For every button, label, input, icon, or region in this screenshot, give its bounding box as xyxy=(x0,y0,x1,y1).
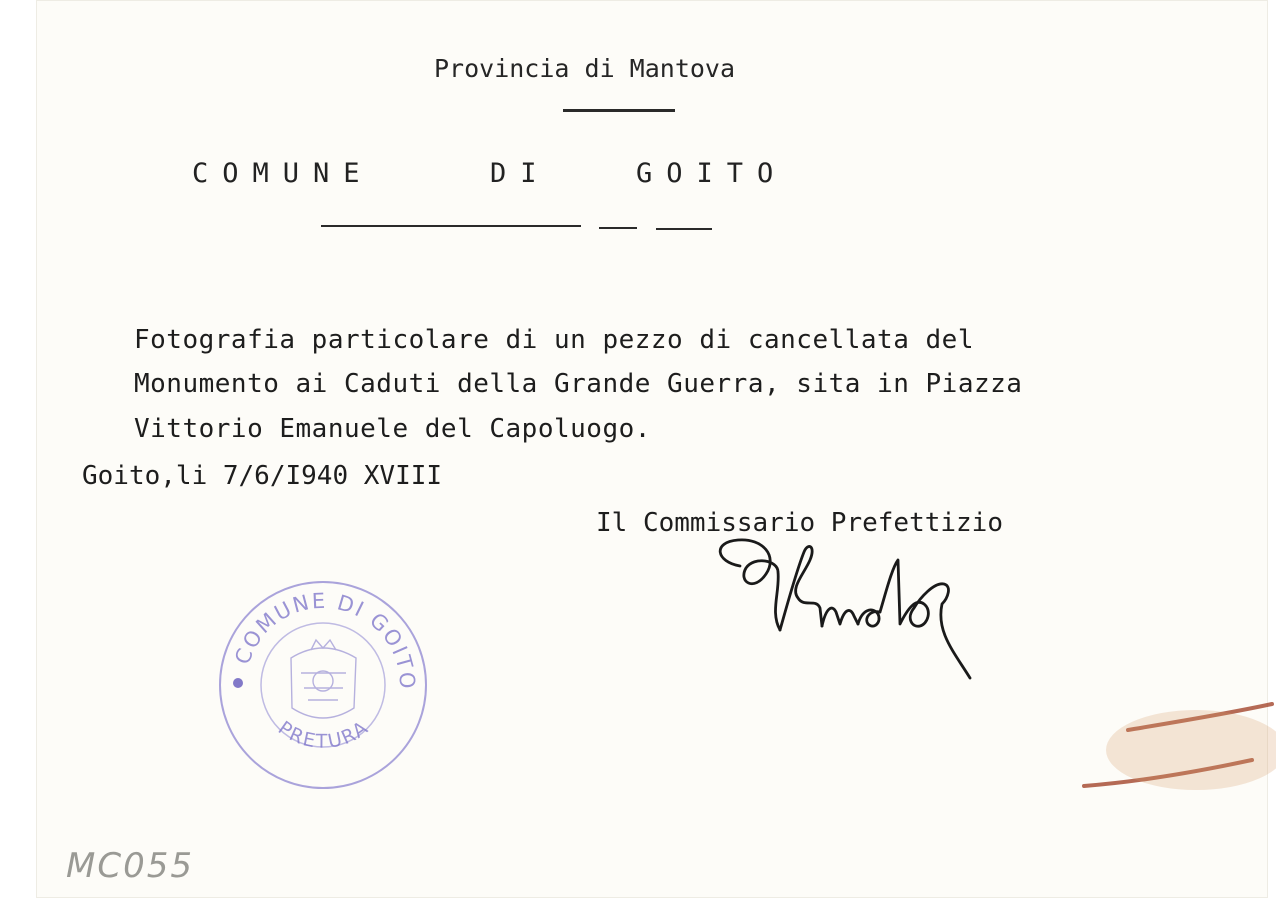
body-line-3: Vittorio Emanuele del Capoluogo. xyxy=(134,414,651,444)
signature xyxy=(708,512,1008,692)
comune-underline-2 xyxy=(599,227,637,229)
date-line: Goito,li 7/6/I940 XVIII xyxy=(82,461,443,491)
handwritten-catalog-note: MC055 xyxy=(66,846,194,886)
stamp-emblem xyxy=(291,640,356,718)
comune-word: COMUNE xyxy=(192,158,374,189)
body-line-1: Fotografia particolare di un pezzo di cancellata del xyxy=(134,325,974,355)
official-stamp xyxy=(216,578,430,792)
title-underline xyxy=(563,109,675,112)
signer-title: Il Commissario Prefettizio xyxy=(596,508,1003,538)
di-word: DI xyxy=(490,158,551,189)
rust-stain xyxy=(1076,690,1276,820)
province-heading: Provincia di Mantova xyxy=(434,54,736,83)
body-line-2: Monumento ai Caduti della Grande Guerra, sita in Piazza xyxy=(134,369,1023,399)
stamp-bottom-text: PRETURA xyxy=(274,716,374,753)
document-card xyxy=(36,0,1268,898)
comune-underline-1 xyxy=(321,225,581,227)
goito-word: GOITO xyxy=(636,158,788,189)
stamp-top-text: COMUNE DI GOITO xyxy=(230,588,420,691)
comune-underline-3 xyxy=(656,228,712,230)
